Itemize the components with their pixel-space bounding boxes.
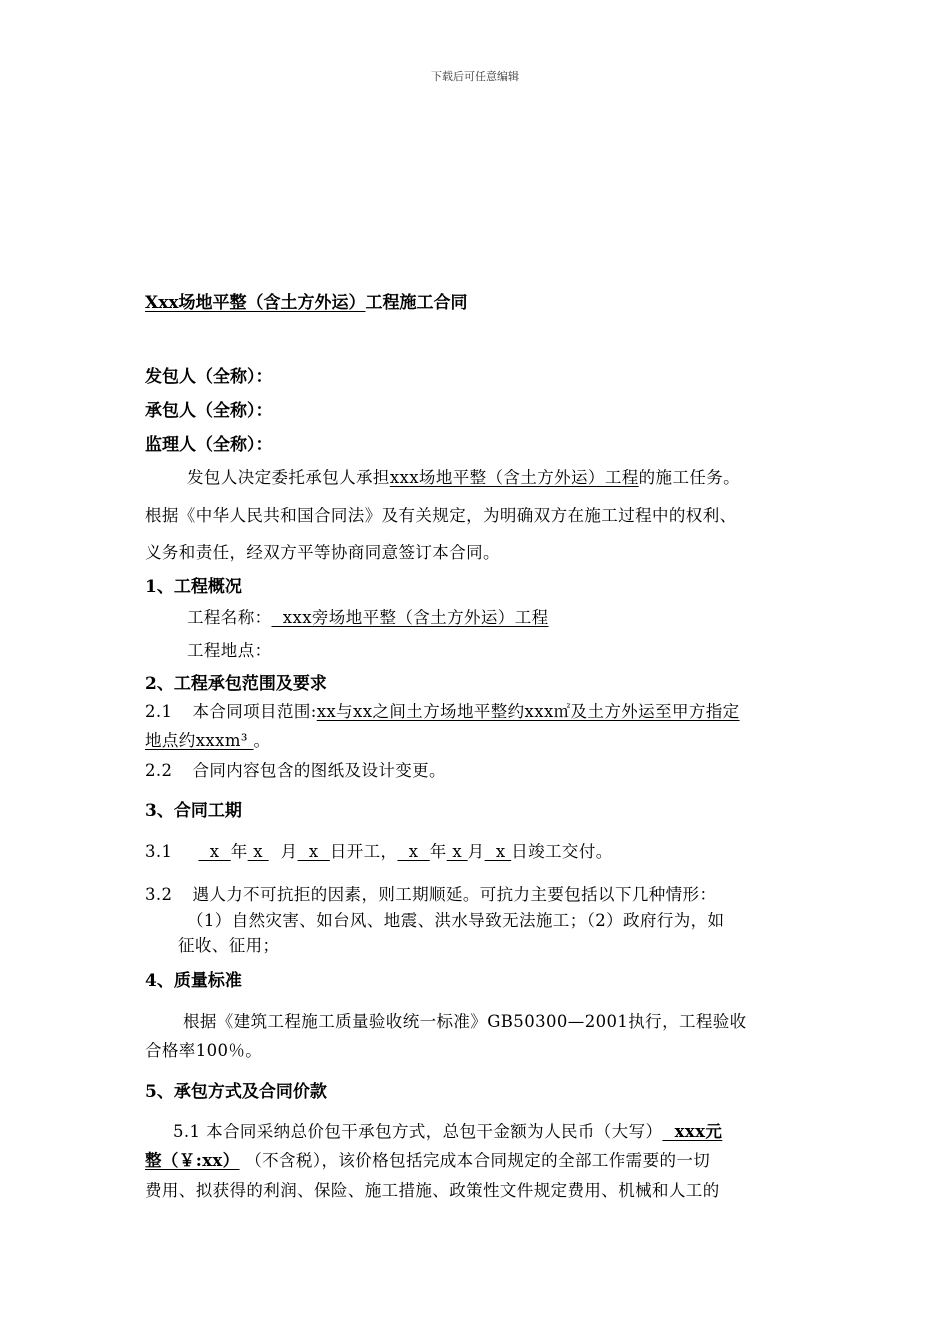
project-name-line — [187, 604, 549, 628]
item-5-1-line-3: 费用、拟获得的利润、保险、施工措施、政策性文件规定费用、机械和人工的 — [145, 1181, 720, 1200]
start-label: 日开工， — [329, 842, 398, 861]
item-3-1-number: 3.1 — [145, 842, 173, 861]
item-3-2-text: 遇人力不可抗拒的因素，则工期顺延。可抗力主要包括以下几种情形： — [192, 885, 717, 904]
section-3-heading: 3、合同工期 — [145, 801, 242, 821]
contract-amount-figure: 整（￥:xx） — [145, 1151, 240, 1170]
party-contractor: 承包人（全称）： — [145, 401, 273, 421]
item-3-2-line-2: （1）自然灾害、如台风、地震、洪水导致无法施工；（2）政府行为，如 — [187, 911, 725, 930]
end-day-blank: x — [484, 842, 512, 861]
item-2-1-scope: xx与xx之间土方场地平整约xxx㎡及土方外运至甲方指定 — [316, 702, 740, 721]
party-supervisor: 监理人（全称）： — [145, 435, 273, 455]
start-year-blank: x — [198, 842, 231, 861]
item-2-2-text: 合同内容包含的图纸及设计变更。 — [192, 761, 446, 780]
item-2-1-line-1 — [145, 698, 740, 722]
intro-line-3: 义务和责任，经双方平等协商同意签订本合同。 — [145, 543, 500, 562]
project-name-label: 工程名称： — [187, 608, 272, 627]
item-2-1-end: 。 — [253, 731, 271, 750]
item-3-1 — [145, 838, 613, 862]
section-4-line-1: 根据《建筑工程施工质量验收统一标准》GB50300—2001执行，工程验收 — [183, 1012, 747, 1031]
title-rest: 工程施工合同 — [365, 293, 468, 313]
intro-line-1 — [187, 464, 740, 488]
project-name-value: xxx旁场地平整（含土方外运）工程 — [271, 608, 549, 627]
item-5-1-line-2 — [145, 1147, 710, 1171]
section-2-heading: 2、工程承包范围及要求 — [145, 674, 327, 694]
item-2-1-line-2 — [145, 727, 270, 751]
section-4-line-2: 合格率100％。 — [145, 1041, 263, 1060]
contract-title — [145, 288, 467, 313]
end-month-blank: x — [446, 842, 468, 861]
end-year-blank: x — [397, 842, 430, 861]
header-note: 下载后可任意编辑 — [431, 70, 519, 83]
item-5-1-text-2: （不含税），该价格包括完成本合同规定的全部工作需要的一切 — [239, 1151, 711, 1170]
item-2-2-number: 2.2 — [145, 761, 173, 780]
item-5-1-text: 5.1 本合同采纳总价包干承包方式，总包干金额为人民币（大写） — [173, 1122, 663, 1141]
start-month-blank: x — [247, 842, 269, 861]
project-location-label: 工程地点： — [187, 641, 272, 660]
item-5-1-line-1 — [173, 1118, 722, 1142]
contract-amount-words: xxx元 — [662, 1122, 723, 1141]
start-year-label: 年 — [230, 842, 248, 861]
item-3-2-number: 3.2 — [145, 885, 173, 904]
end-label: 日竣工交付。 — [511, 842, 613, 861]
item-2-2 — [145, 757, 446, 781]
item-2-1-scope-cont: 地点约xxxm³ — [145, 731, 254, 750]
item-2-1-text: 本合同项目范围: — [192, 702, 317, 721]
intro-line-2: 根据《中华人民共和国合同法》及有关规定，为明确双方在施工过程中的权利、 — [145, 506, 737, 525]
item-3-2-line-1 — [145, 881, 716, 905]
intro-project: xxx场地平整（含土方外运）工程 — [389, 468, 639, 487]
item-2-1-number: 2.1 — [145, 702, 173, 721]
title-project-name: Xxx场地平整（含土方外运） — [145, 293, 366, 313]
section-4-heading: 4、质量标准 — [145, 971, 242, 991]
intro-pre: 发包人决定委托承包人承担 — [187, 468, 390, 487]
section-1-heading: 1、工程概况 — [145, 577, 242, 597]
intro-post: 的施工任务。 — [638, 468, 741, 487]
end-year-label: 年 — [429, 842, 447, 861]
party-employer: 发包人（全称）： — [145, 367, 273, 387]
start-day-blank: x — [297, 842, 330, 861]
section-5-heading: 5、承包方式及合同价款 — [145, 1082, 327, 1102]
item-3-2-line-3: 征收、征用； — [178, 936, 280, 955]
end-month-label: 月 — [467, 842, 485, 861]
start-month-label: 月 — [280, 842, 298, 861]
